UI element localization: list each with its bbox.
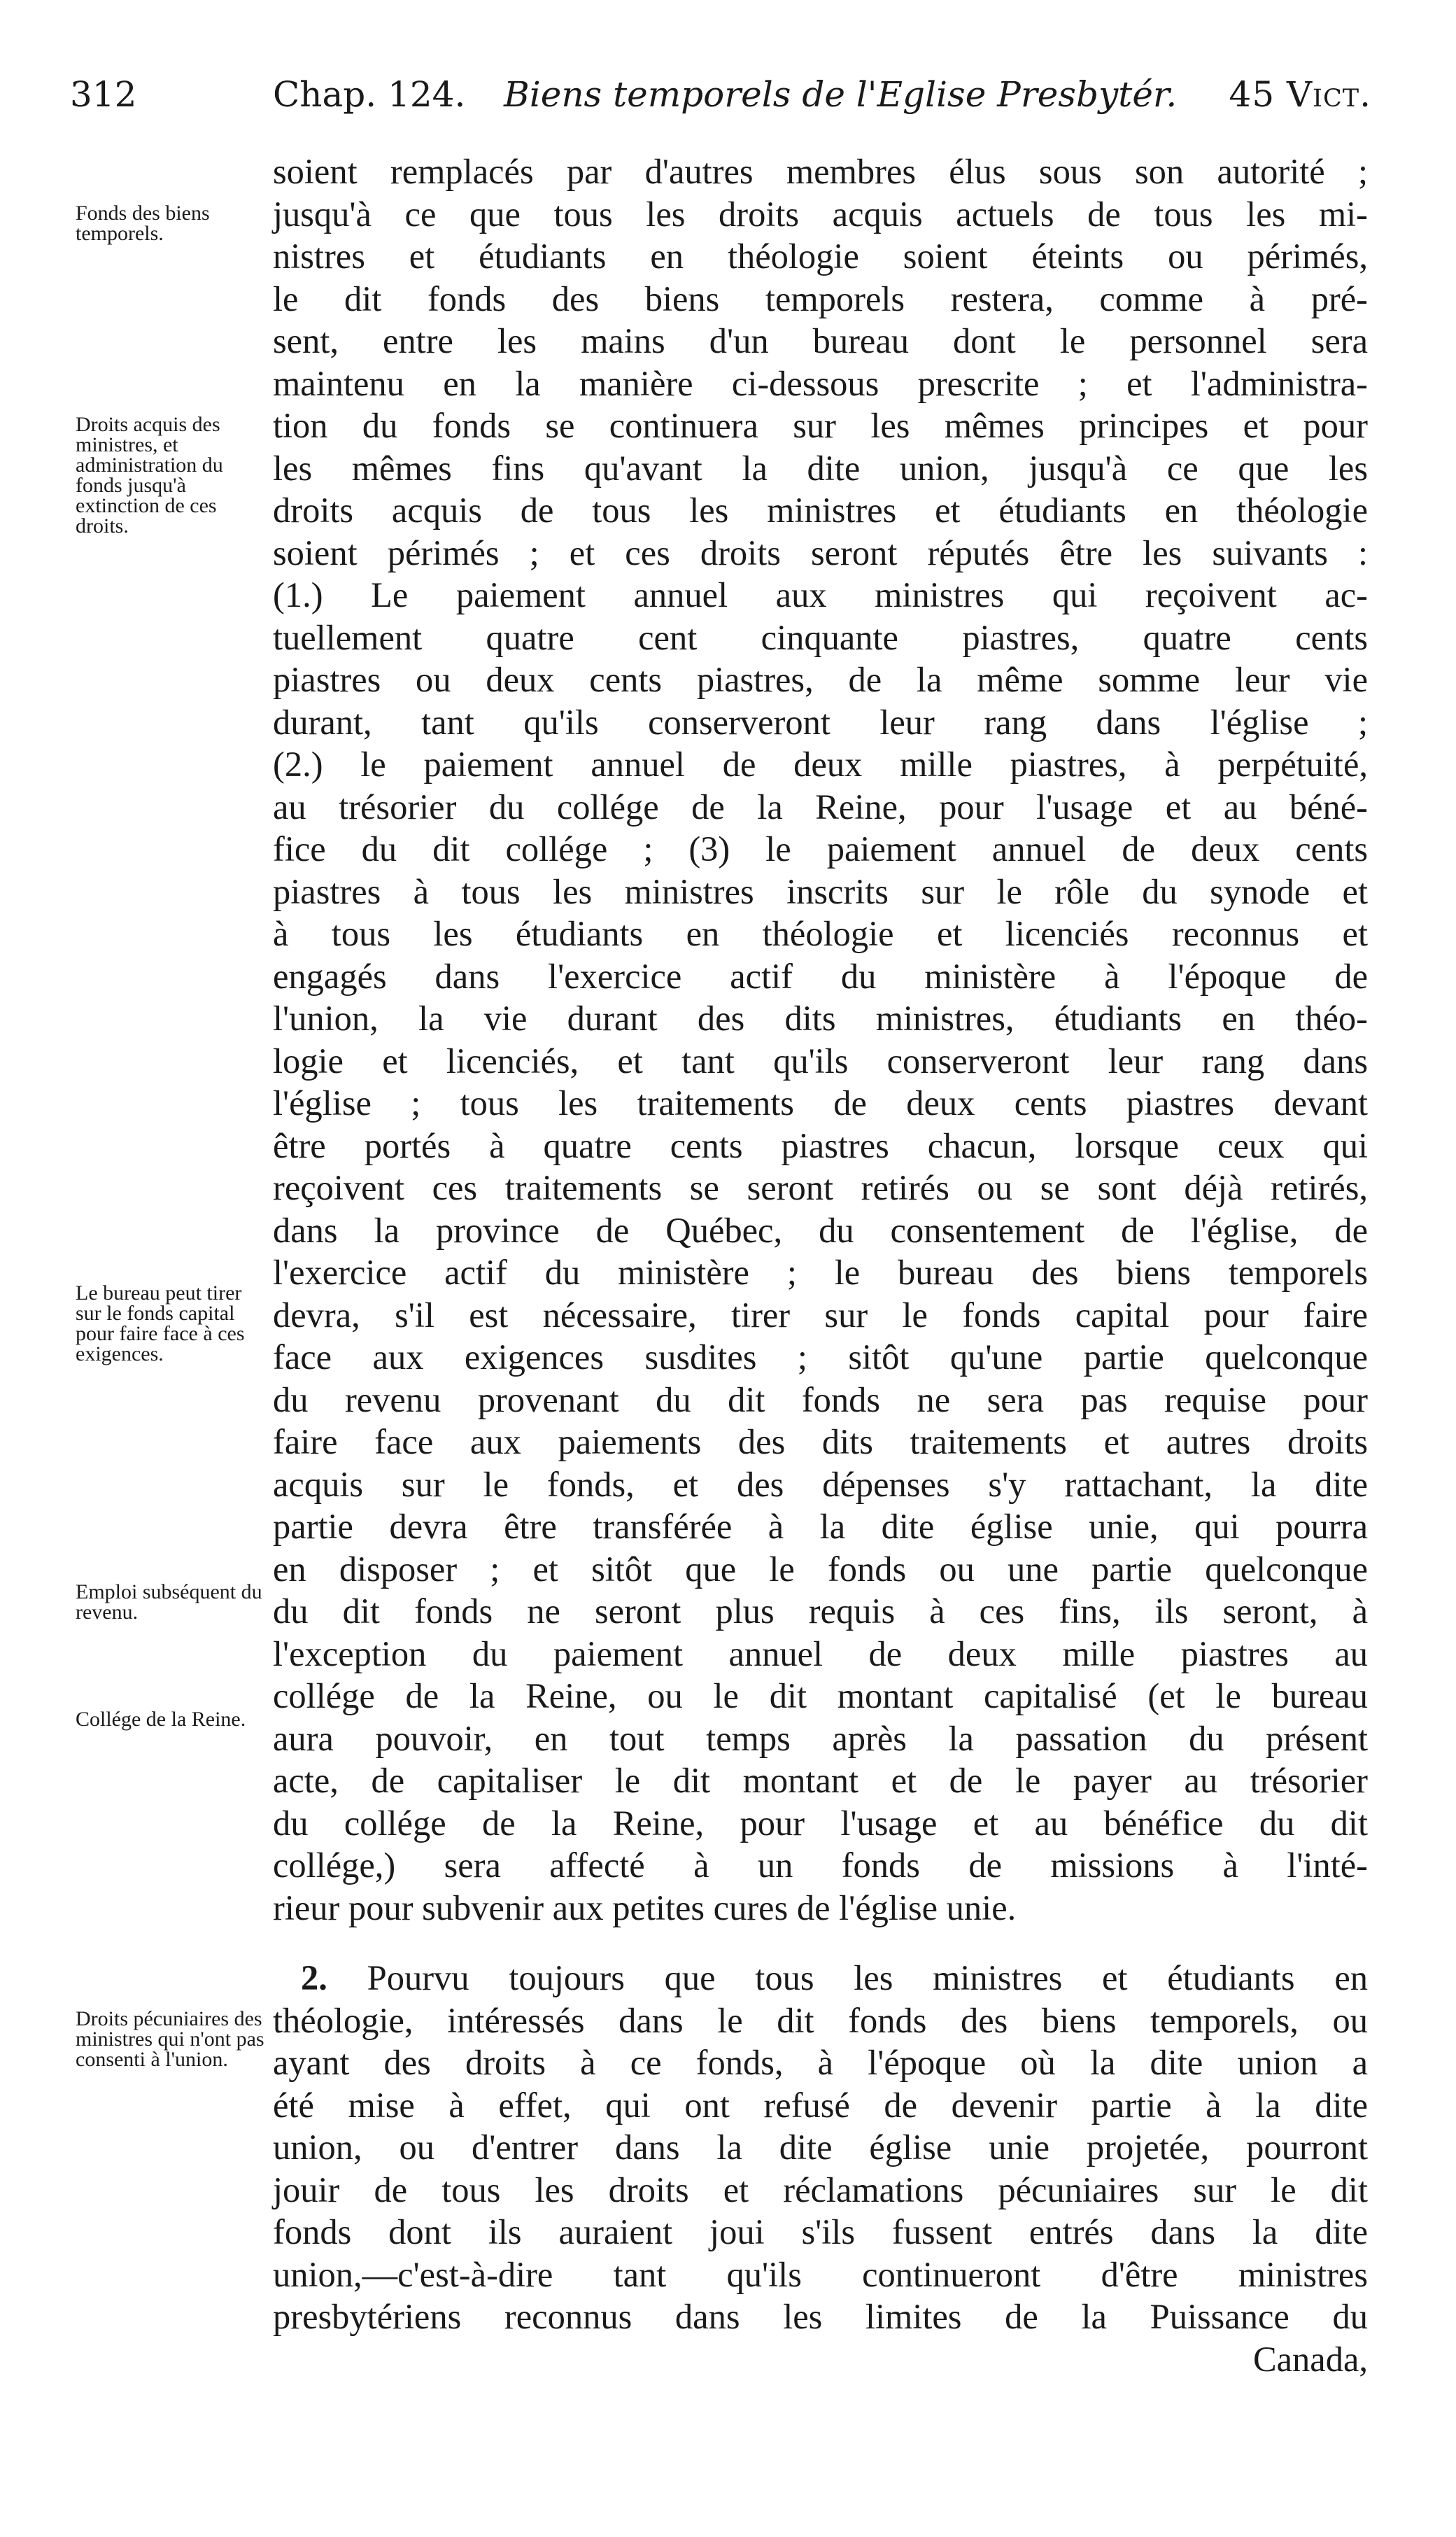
- text-line: nistres et étudiants en théologie soient éteints ou périmés,: [273, 237, 1368, 276]
- text-line: union,—c'est-à-dire tant qu'ils continueront d'être ministres: [273, 2254, 1368, 2294]
- text-line: faire face aux paiements des dits traitements et autres droits: [273, 1422, 1368, 1461]
- text-line: jusqu'à ce que tous les droits acquis actuels de tous les mi-: [273, 194, 1368, 234]
- text-line: soient périmés ; et ces droits seront réputés être les suivants :: [273, 533, 1368, 572]
- text-line: partie devra être transférée à la dite église unie, qui pourra: [273, 1507, 1368, 1546]
- paragraph-gap: [273, 1929, 1368, 1957]
- text-line: presbytériens reconnus dans les limites de la Puissance du: [273, 2297, 1368, 2336]
- text-line: le dit fonds des biens temporels restera, comme à pré-: [273, 279, 1368, 318]
- text-line: ayant des droits à ce fonds, à l'époque où la dite union a: [273, 2043, 1368, 2082]
- body-text: [273, 150, 1368, 2380]
- text-line: soient remplacés par d'autres membres élus sous son autorité ;: [273, 152, 1368, 191]
- chapter-label: Chap. 124.: [273, 74, 466, 115]
- text-line: rieur pour subvenir aux petites cures de l'église unie.: [273, 1888, 1017, 1927]
- text-line: logie et licenciés, et tant qu'ils conserveront leur rang dans: [273, 1041, 1368, 1081]
- margin-note-bureau: Le bureau peut tirer sur le fonds capital pour faire face à ces exigences.: [76, 1281, 245, 1365]
- text-line: piastres ou deux cents piastres, de la même somme leur vie: [273, 660, 1368, 699]
- margin-note-droits-acquis: Droits acquis des ministres, et administration du fonds jusqu'à extinction de ces droits.: [76, 413, 223, 537]
- text-line: reçoivent ces traitements se seront retirés ou se sont déjà retirés,: [273, 1168, 1368, 1207]
- text-line: (1.) Le paiement annuel aux ministres qui reçoivent ac-: [273, 575, 1368, 614]
- margin-note-college: Collége de la Reine.: [76, 1708, 246, 1731]
- text-line: collége de la Reine, ou le dit montant capitalisé (et le bureau: [273, 1676, 1368, 1715]
- text-line: aura pouvoir, en tout temps après la passation du présent: [273, 1718, 1368, 1758]
- text-line: été mise à effet, qui ont refusé de devenir partie à la dite: [273, 2085, 1368, 2125]
- regnal-year: 45 Vict.: [1229, 74, 1371, 115]
- section-2-first-line: [273, 1957, 1368, 2000]
- text-line: sent, entre les mains d'un bureau dont le personnel sera: [273, 321, 1368, 360]
- text-line: être portés à quatre cents piastres chacun, lorsque ceux qui: [273, 1125, 1368, 1165]
- running-title: Biens temporels de l'Eglise Presbytér.: [504, 74, 1178, 115]
- text-line: durant, tant qu'ils conserveront leur rang dans l'église ;: [273, 702, 1368, 742]
- text-line: l'union, la vie durant des dits ministres, étudiants en théo-: [273, 999, 1368, 1038]
- margin-note-emploi: Emploi subséquent du revenu.: [76, 1580, 262, 1624]
- section-number: 2.: [301, 1958, 327, 1997]
- text-line: tion du fonds se continuera sur les mêmes principes et pour: [273, 406, 1368, 445]
- text-line: les mêmes fins qu'avant la dite union, jusqu'à ce que les: [273, 448, 1368, 488]
- text-line: l'exercice actif du ministère ; le bureau des biens temporels: [273, 1253, 1368, 1292]
- text-line: jouir de tous les droits et réclamations pécuniaires sur le dit: [273, 2170, 1368, 2209]
- text-line: fonds dont ils auraient joui s'ils fussent entrés dans la dite: [273, 2212, 1368, 2251]
- text-line: acte, de capitaliser le dit montant et de le payer au trésorier: [273, 1761, 1368, 1800]
- text-line: l'église ; tous les traitements de deux cents piastres devant: [273, 1083, 1368, 1123]
- catchword: Canada,: [1252, 2339, 1368, 2379]
- text-line: théologie, intéressés dans le dit fonds des biens temporels, ou: [273, 2000, 1368, 2040]
- text-line: maintenu en la manière ci-dessous prescrite ; et l'administra-: [273, 363, 1368, 403]
- text-line: engagés dans l'exercice actif du ministère à l'époque de: [273, 956, 1368, 996]
- text-line: piastres à tous les ministres inscrits sur le rôle du synode et: [273, 871, 1368, 911]
- text-line: (2.) le paiement annuel de deux mille piastres, à perpétuité,: [273, 745, 1368, 784]
- text-line: du dit fonds ne seront plus requis à ces fins, ils seront, à: [273, 1591, 1368, 1631]
- text-line: tuellement quatre cent cinquante piastres, quatre cents: [273, 617, 1368, 657]
- text-line: du revenu provenant du dit fonds ne sera pas requise pour: [273, 1379, 1368, 1419]
- text-line: à tous les étudiants en théologie et licenciés reconnus et: [273, 914, 1368, 953]
- text-line: au trésorier du collége de la Reine, pour l'usage et au béné-: [273, 787, 1368, 827]
- margin-note-fonds: Fonds des biens temporels.: [76, 202, 210, 245]
- text-line: acquis sur le fonds, et des dépenses s'y rattachant, la dite: [273, 1464, 1368, 1504]
- page-number: 312: [70, 74, 137, 115]
- text-line: union, ou d'entrer dans la dite église unie projetée, pourront: [273, 2128, 1368, 2167]
- text-line: droits acquis de tous les ministres et étudiants en théologie: [273, 491, 1368, 530]
- text-line: dans la province de Québec, du consentement de l'église, de: [273, 1210, 1368, 1250]
- text-line: collége,) sera affecté à un fonds de missions à l'inté-: [273, 1846, 1368, 1885]
- section-2-opening: Pourvu toujours que tous les ministres et étudiants en: [367, 1958, 1369, 1997]
- text-line: devra, s'il est nécessaire, tirer sur le fonds capital pour faire: [273, 1295, 1368, 1335]
- text-line: du collége de la Reine, pour l'usage et au bénéfice du dit: [273, 1803, 1368, 1843]
- margin-note-droits-pecuniaires: Droits pécuniaires des ministres qui n'ont pas consenti à l'union.: [76, 2007, 264, 2071]
- text-line: fice du dit collége ; (3) le paiement annuel de deux cents: [273, 829, 1368, 869]
- running-header: [70, 66, 1371, 122]
- text-line: face aux exigences susdites ; sitôt qu'une partie quelconque: [273, 1337, 1368, 1377]
- text-line: l'exception du paiement annuel de deux mille piastres au: [273, 1633, 1368, 1673]
- text-line: en disposer ; et sitôt que le fonds ou une partie quelconque: [273, 1549, 1368, 1589]
